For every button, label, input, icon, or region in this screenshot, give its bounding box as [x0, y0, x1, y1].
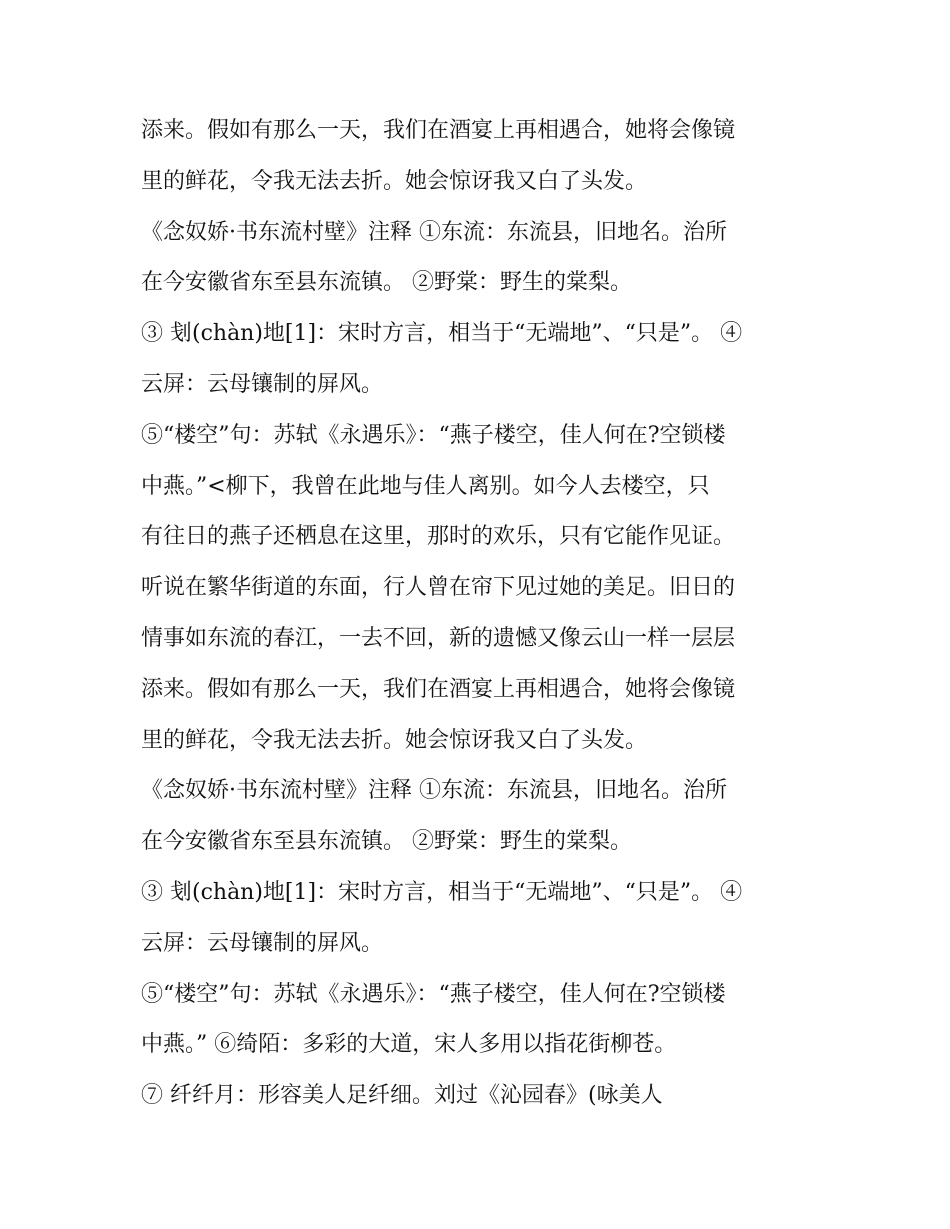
- text-line: 《念奴娇·书东流村壁》注释 ①东流：东流县，旧地名。治所: [141, 219, 727, 245]
- text-line: ③ 刬(chàn)地[1]：宋时方言，相当于“无端地”、“只是”。 ④: [141, 321, 743, 347]
- text-line: 云屏：云母镶制的屏风。: [141, 930, 384, 956]
- text-line: ⑤“楼空”句：苏轼《永遇乐》：“燕子楼空，佳人何在?空锁楼: [141, 981, 726, 1007]
- text-line: 里的鲜花，令我无法去折。她会惊讶我又白了头发。: [141, 727, 648, 753]
- document-body: [141, 106, 821, 1122]
- text-line: 添来。假如有那么一天，我们在酒宴上再相遇合，她将会像镜: [141, 676, 736, 702]
- text-line: ③ 刬(chàn)地[1]：宋时方言，相当于“无端地”、“只是”。 ④: [141, 879, 743, 905]
- text-line: 有往日的燕子还栖息在这里，那时的欢乐，只有它能作见证。: [141, 524, 736, 550]
- text-line: 云屏：云母镶制的屏风。: [141, 371, 384, 397]
- text-line: ⑦ 纤纤月：形容美人足纤细。刘过《沁园春》(咏美人: [141, 1083, 663, 1109]
- text-line: 中燕。” ⑥绮陌：多彩的大道，宋人多用以指花街柳苍。: [141, 1032, 677, 1058]
- text-line: 添来。假如有那么一天，我们在酒宴上再相遇合，她将会像镜: [141, 118, 736, 143]
- text-line: ⑤“楼空”句：苏轼《永遇乐》：“燕子楼空，佳人何在?空锁楼: [141, 422, 726, 448]
- text-line: 情事如东流的春江，一去不回，新的遗憾又像云山一样一层层: [141, 625, 736, 651]
- text-line: 在今安徽省东至县东流镇。 ②野棠：野生的棠梨。: [141, 270, 632, 296]
- text-line: 听说在繁华街道的东面，行人曾在帘下见过她的美足。旧日的: [141, 575, 736, 601]
- text-line: 在今安徽省东至县东流镇。 ②野棠：野生的棠梨。: [141, 829, 632, 855]
- text-line: 中燕。”<柳下，我曾在此地与佳人离别。如今人去楼空，只: [141, 473, 710, 499]
- text-line: 里的鲜花，令我无法去折。她会惊讶我又白了头发。: [141, 168, 648, 194]
- text-line: 《念奴娇·书东流村壁》注释 ①东流：东流县，旧地名。治所: [141, 778, 727, 804]
